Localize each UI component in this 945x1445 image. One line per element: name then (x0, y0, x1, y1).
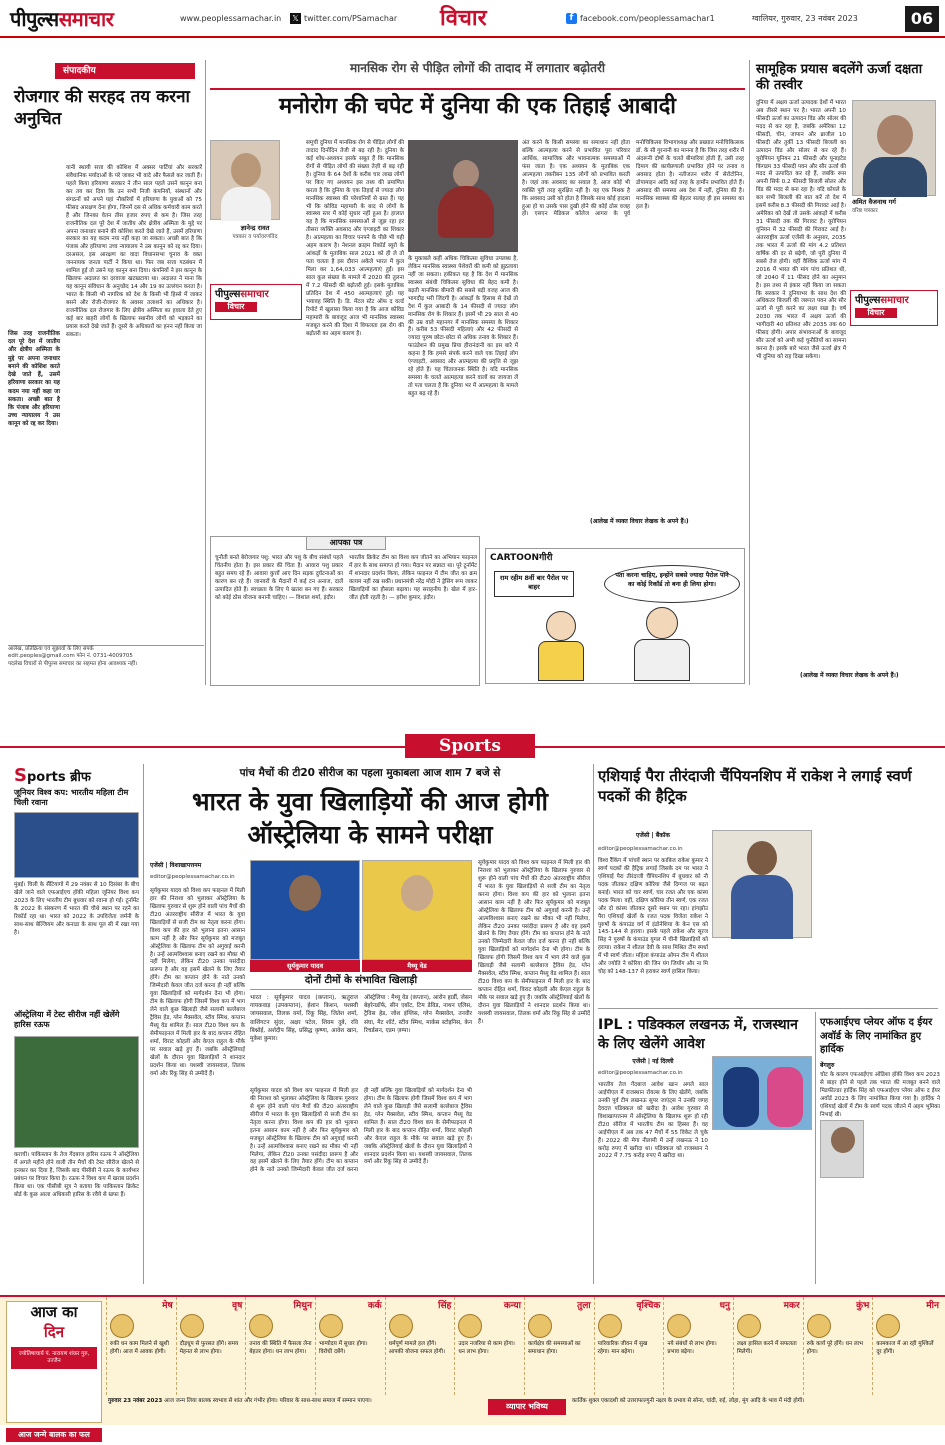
business-forecast-label: व्यापार भविष्य (488, 1399, 566, 1415)
rashi-name: कर्क (367, 1301, 382, 1311)
ipl-email[interactable]: editor@peoplessamachar.co.in (598, 1070, 683, 1076)
right-author-photo (852, 100, 936, 196)
archery-body: विश्व रैंकिंग में पांचवें स्थान पर काबिज राकेश कुमार ने स्वर्ण पदकों की हैट्रिक लगाई जिसके दम पर भारत ने एशियाई पैरा तीरंदाजी चैंपियनशिप में बुधवार को नौ पदक जीतकर दक्षिण कोरिया जैसे दिग्गज पर बढ़त बनाई। भारत को चार स्वर्ण, चार रजत और एक कांस्य पदक मिला। वहीं, दक्षिण कोरिया तीन स्वर्ण, एक रजत और दो कांस्य जीतकर दूसरे स्थान पर रहा। हांगझोउ पैरा एशियाई खेलों के रजत पदक विजेता राकेश ने पुरुषों के कंपाउंड वर्ग में इंडोनेशिया के केन एस को 145-144 से हराया। इसके पहले राकेश और सूरज सिंह ने पुरुषों के कंपाउंड युगल में चीनी खिलाड़ियों को हराया। राकेश ने शीतल देवी के साथ मिश्रित टीम स्पर्धा में भी स्वर्ण जीता। महिला कंपाउंड ओपन टीम में शीतल और ज्योति ने कोरिया की जिन यंग जियोंग और ना मि चोइ को 148-137 से हराकर स्वर्ण हासिल किया। (598, 858, 708, 976)
right-brand-label: विचार (855, 308, 897, 319)
rashi-text: भाग्योदय में सुधार होगा। विरोधी दबेंगे। (319, 1341, 368, 1355)
archery-byline: एजेंसी | बैंकॉक (636, 832, 670, 839)
horoscope-date: गुरुवार 23 नवंबर 2023 (108, 1398, 163, 1404)
right-author-face (877, 115, 913, 155)
author-face-shape (231, 153, 261, 187)
footer-line: आलेख, प्रतिक्रिया एवं सुझावों के लिए संपर्क (8, 646, 94, 652)
zodiac-icon (180, 1314, 204, 1338)
right-article-body-top: दुनिया में अक्षय ऊर्जा उत्पादक देशों में भारत अब तीसरे स्थान पर है। भारत अपनी 10 फीसदी ऊर्जा का उत्पादन विंड और सोलर की मदद से कर रहा है, जबकि अमेरिका 12 फीसदी, चीन, जापान और ब्राजील 10 फीसदी और तुर्की 13 फीसदी बिजली का उत्पादन विंड और सोलर से कर रहे हैं। यूरोपियन यूनियन 21 फीसदी और यूनाइटेड किंगडम 33 फीसदी पवन और सौर ऊर्जा की मदद से उत्पादित कर रहे हैं, जबकि रूस अपनी सिर्फ 0.2 फीसदी बिजली सोलर और विंड की मदद से बना रहा है। यदि कोयले के बल सभी बिजली की बात करें तो देश में इसमें करीब 8.3 फीसदी की गिरावट आई है। अमेरिका को देखें तो उसके आंकड़ों में करीब 31 फीसदी तक की गिरावट है। यूरोपियन यूनियन में 32 फीसदी की गिरावट आई है। अंतरराष्ट्रीय ऊर्जा एजेंसी के अनुसार, 2035 तक भारत में ऊर्जा की मांग 4.2 प्रतिशत वार्षिक की दर से बढ़ेगी, जो पूरी दुनिया में सबसे तेज होगी। वहीं वैश्विक ऊर्जा मांग में 2016 में भारत की मांग पांच प्रतिशत थी, जो 2040 में 11 फीसद होने का अनुमान है। इस तथ्य से इंकार नहीं किया जा सकता कि सरकार ने दुनियाभर के साथ देश की अधिकतर बिजली की जरूरत पवन और सौर ऊर्जा से पूरी करने का लक्ष्य रखा है। वर्ष 2030 तक भारत में अक्षय ऊर्जा की भागीदारी 40 प्रतिशत और 2035 तक 60 फीसद होगी। अपार संभावनाओं के बावजूद सौर ऊर्जा को अभी कई चुनौतियों का सामना करना है। इसके बारे भारत जैसे ऊर्जा क्षेत्र में भी दुनिया को राह दिखा सकेगा। (756, 100, 846, 360)
author-name: ज्ञानेन्द्र रावत (240, 224, 270, 232)
photo-wade-head (401, 875, 433, 911)
photo-wade (362, 860, 472, 960)
rashi-cell (803, 1297, 873, 1395)
rashi-text: दौड़धूप से फुरसत होंगे। समय मेहनत से लाभ होगा। (179, 1341, 239, 1355)
sports-main-body-col3: सूर्यकुमार यादव को विश्व कप फाइनल में मिली हार की निराशा को भुलाकर ऑस्ट्रेलिया के खिलाफ गुरुवार से शुरू होने वाली पांच मैचों की टी20 अंतरराष्ट्रीय सीरीज में भारत के युवा खिलाड़ियों से सजी टीम का नेतृत्व करना होगा। विश्व कप की हार को भुलाना इतना आसान काम नहीं है और फिर सूर्यकुमार को मजबूत ऑस्ट्रेलिया के खिलाफ टीम को अगुवाई करनी है। उन्हें आत्मविश्वास बनाए रखने का मौका भी नहीं मिलेगा, लेकिन टी20 उनका पसंदीदा प्रारूप है और वह इसमें खेलने के लिए तैयार होंगे। टीम का कप्तान होने के नाते उनको जिम्मेदारी केवल जीत दर्ज करना ही नहीं बल्कि युवा खिलाड़ियों को मार्गदर्शन देना भी होगा। टीम के खिलाफ होगी जिसमें विश्व कप में भाग लेने वाले कुछ खिलाड़ी जैसे सलामी बल्लेबाज ट्रैविस हेड, ग्लेन मैक्सवेल, स्टीव स्मिथ, कप्तान मैथ्यू वेड शामिल हैं। साल टी20 विश्व कप के सेमीफाइनल में मिली हार के बाद कप्तान रोहित शर्मा, विराट कोहली और केएल राहुल के मौके पर सवाल खड़े हुए हैं। जबकि ऑस्ट्रेलियाई खेलों के दौरान युवा खिलाड़ियों ने शानदार प्रदर्शन किया था। यशस्वी जायसवाल, तिलक वर्मा और रिंकू सिंह से उम्मीदें हैं। (478, 860, 591, 1025)
bottom-bar (0, 1425, 945, 1445)
brief-item2-photo (14, 1036, 139, 1148)
editorial-label: संपादकीय (55, 63, 195, 79)
zodiac-icon (807, 1314, 831, 1338)
column-divider (593, 764, 594, 1284)
brief-item1-photo (14, 812, 139, 878)
twitter-link[interactable]: twitter.com/PSamachar (304, 14, 398, 23)
cartoon-figure-2-body (634, 639, 690, 681)
newspaper-logo[interactable] (10, 6, 113, 33)
zodiac-icon (737, 1314, 761, 1338)
lead-column-1: समूची दुनिया में मानसिक रोग से पीड़ित लोगों की तादाद दिनोंदिन तेजी से बढ़ रही है। दुनिया के कई शोध-अध्ययन इसके सबूत हैं कि मानसिक रोगों से पीड़ित लोगों की संख्या तेज़ी से बढ़ रही है। दुनिया के 64 देशों के करीब चार लाख लोगों पर किए गए अध्ययन इस तथ्य की प्रमाणित करता है कि दुनिया के एक तिहाई से ज्यादा लोग मानसिक स्वास्थ्य की परेशानियों से ग्रस्त हैं। यह भी कि कोविड महामारी के बाद से लोगों के स्वास्थ्य स्तर में कोई सुधार नहीं हुआ है। हालात यह है कि मानसिक समस्याओं से जूझ रहा हर तीसरा व्यक्ति अवसाद और एंग्जाइटी का शिकार है। आत्महत्या का विचार पनपने के पीछे भी यही अहम कारण है। नेशनल क्राइम रिकॉर्ड ब्यूरो के आंकड़ों के मुताबिक साल 2021 को ही ले तो पता चलता है इस दौरान अकेले भारत में कुल मिला कर 1,64,033 आत्महत्याएं हुईं। इस साल कुल संख्या के मामले में 2020 की तुलना में 7.2 फीसदी की बढ़ोतरी हुई। इसके मुताबिक प्रतिदिन देश में 450 आत्महत्याएं हुईं। यह भयावह स्थिति है। डि. मेंटल स्टेट ऑफ द वर्ल्ड रिपोर्ट में खुलासा किया गया है कि आज कोविड महामारी के बावजूद आज भी मानसिक स्वास्थ्य मजबूत करने की दिशा में विफलता इस रोग की बढ़ोतरी का अहम कारण है। (306, 140, 404, 337)
cartoon-figure-1-body (538, 641, 584, 681)
sports-main-kicker: पांच मैचों की टी20 सीरीज का पहला मुकाबला आज शाम 7 बजे से (239, 767, 501, 779)
letter-2: भारतीय क्रिकेट टीम का विश्व कप जीतने का अभियान फाइनल में हार के साथ समाप्त हो गया। मैदान पर सन्नाटा था। पूरे टूर्नामेंट में शानदार प्रदर्शन किया, लेकिन फाइनल में टीम जीत का क्रम कायम नहीं रख सकी। प्रधानमंत्री नरेंद्र मोदी ने ड्रेसिंग रूम जाकर खिलाड़ियों का हौसला बढ़ाया। यह सराहनीय है। खेल में हार-जीत होती रहती है। — हरीश कुमार, इंदौर। (349, 555, 477, 601)
archery-photo-head (747, 841, 777, 875)
rashi-name: वृष (232, 1301, 243, 1311)
rashi-cell (594, 1297, 664, 1395)
facebook-icon: f (566, 13, 577, 24)
column-divider (749, 60, 750, 685)
photo-suryakumar-head (289, 875, 321, 911)
caption-suryakumar: सूर्यकुमार यादव (250, 960, 360, 972)
footer-email[interactable]: edit.peoples@gmail.com फोन नं. 0731-4009705 (8, 653, 133, 660)
sports-main-headline: भारत के युवा खिलाड़ियों की आज होगी ऑस्ट्रेलिया के सामने परीक्षा (191, 787, 549, 849)
editorial-body: यानी स्थायी सत्ता की कोशिश में अक्सर पार्टियां और सरकारें संवैधानिक मर्यादाओं के परे जाकर भी वादे और फैसले कर जाती हैं। पहले किया हरियाणा सरकार ने तीन साल पहले उसने कानून बना कर तय कर दिया कि उन सभी निजी कंपनियों, संस्थानों और संगठनों को अपने यहां नौकरियों में हरियाणा के युवाओं को 75 फीसद आरक्षण देना होगा, जिनमें दस से अधिक कर्मचारी काम करते हैं और जिनका वेतन तीस हजार रुपए से कम है। जिस तरह राजनीतिक दल पूरे देश में जातीय और क्षेत्रीय अस्मिता के मुद्दे पर अपना जनाधार बनाने की कोशिश करते देखे जाते हैं, उसमें हरियाणा सरकार का यह कदम नया नहीं कहा जा सकता। अच्छी बात है कि पंजाब और हरियाणा उच्च न्यायालय ने उस कानून को रद्द कर दिया। दरअसल, इस आरक्षण का वादा विधानसभा चुनाव के वक्त जननायक जनता पार्टी ने किया था। फिर जब सत्ता गठबंधन में शामिल हुई तो उसने यह कानून बना दिया। कंपनियों ने इस कानून के खिलाफ अदालत का दरवाजा खटखटाया था। अदालत ने माना कि यह कानून संविधान के अनुच्छेद 14 और 19 का उल्लंघन करता है। भारत के किसी भी नागरिक को देश के किसी भी हिस्से में जाकर बसने और रोजी-रोजगार के अवसर तलाशने का अधिकार है। राजनीतिक दल रोजगार के लिए क्षेत्रीय अस्मिता का हवाला देते हुए कई बार बाहरी लोगों के खिलाफ स्थानीय लोगों को भड़काने का प्रयास करते देखे जाते हैं। दूसरे के अधिकारों का हनन नहीं किया जा सकता। (66, 165, 202, 338)
rashi-text: तनाव की स्थिति में फैसला लेना बेहतर होगा। धन लाभ होगा। (249, 1341, 312, 1355)
letter-1: चुनौती बनते बेरोजगार पशु: भारत और पशु के बीच संबंधों पहले चिंतनीय होता है। इस प्रकार की चिंता है। आवारा पशु प्रकार बहुत समय रहे हैं। आवारा कुत्तों आए दिन सड़क दुर्घटनाओं का कारण बन रहे हैं। जानवरों के मैदानों में कई टन अनाज, दालें उत्पादित होते हैं। स्वच्छता के लिए ये खतरा बन गए हैं। सरकार को कोई ठोस योजना बनानी चाहिए। — विशाल शर्मा, इंदौर। (215, 555, 343, 601)
letters-title: आपका पत्र (306, 536, 386, 550)
column-divider (205, 60, 206, 685)
photo-suryakumar (250, 860, 360, 960)
fih-byline: बेंगलुरु (820, 1062, 835, 1069)
rashi-text: रुके कार्य पूरे होंगे। धन लाभ होगा। (806, 1341, 864, 1355)
players-title: दोनों टीमों के संभावित खिलाड़ी (250, 974, 472, 990)
editorial-side-quote: जिस तरह राजनीतिक दल पूरे देश में जातीय और क्षेत्रीय अस्मिता के मुद्दे पर अपना जनाधार बनाने की कोशिश करते देखे जाते हैं, उसमें हरियाणा सरकार का यह कदम नया नहीं कहा जा सकता। अच्छी बात है कि पंजाब और हरियाणा उच्च न्यायालय ने उस कानून को रद्द कर दिया। (8, 331, 60, 428)
right-brand-logo: पीपुल्ससमाचार (855, 295, 909, 306)
rashi-name: धनु (719, 1301, 730, 1311)
rashi-cell (245, 1297, 315, 1395)
rashi-text: कार्यक्षेत्र की समस्याओं का समाधान होगा। (528, 1341, 581, 1355)
rashi-text: रुकी धन काम मिलने से खुशी होगी। आज में आवक होगी। (110, 1341, 169, 1355)
author-role: पत्रकार व पर्यावरणविद (232, 234, 278, 240)
editorial-footer (8, 645, 204, 685)
sports-main-body-cont: सूर्यकुमार यादव को विश्व कप फाइनल में मिली हार की निराशा को भुलाकर ऑस्ट्रेलिया के खिलाफ गुरुवार से शुरू होने वाली पांच मैचों की टी20 अंतरराष्ट्रीय सीरीज में भारत के युवा खिलाड़ियों से सजी टीम का नेतृत्व करना होगा। विश्व कप की हार को भुलाना इतना आसान काम नहीं है और फिर सूर्यकुमार को मजबूत ऑस्ट्रेलिया के खिलाफ टीम को अगुवाई करनी है। उन्हें आत्मविश्वास बनाए रखने का मौका भी नहीं मिलेगा, लेकिन टी20 उनका पसंदीदा प्रारूप है और वह इसमें खेलने के लिए तैयार होंगे। टीम का कप्तान होने के नाते उनको जिम्मेदारी केवल जीत दर्ज करना ही नहीं बल्कि युवा खिलाड़ियों को मार्गदर्शन देना भी होगा। टीम के खिलाफ होगी जिसमें विश्व कप में भाग लेने वाले कुछ खिलाड़ी जैसे सलामी बल्लेबाज ट्रैविस हेड, ग्लेन मैक्सवेल, स्टीव स्मिथ, कप्तान मैथ्यू वेड शामिल हैं। साल टी20 विश्व कप के सेमीफाइनल में मिली हार के बाद कप्तान रोहित शर्मा, विराट कोहली और केएल राहुल के मौके पर सवाल खड़े हुए हैं। जबकि ऑस्ट्रेलियाई खेलों के दौरान युवा खिलाड़ियों ने शानदार प्रदर्शन किया था। यशस्वी जायसवाल, तिलक वर्मा और रिंकू सिंह से उम्मीदें हैं। (250, 1088, 472, 1174)
masthead (0, 0, 945, 38)
zodiac-icon (528, 1314, 552, 1338)
rashi-text: कामकाज में आ रही मुश्किलें दूर होंगी। (876, 1341, 934, 1355)
rashi-cell (106, 1297, 176, 1395)
aaj-ka-din-box (6, 1301, 102, 1423)
right-article-closing: (आलेख में व्यक्त विचार लेखक के अपने हैं।) (800, 672, 899, 679)
sports-brief-main: ports ब्रीफ (26, 770, 91, 785)
fih-body: चोट के कारण एफआईएच ओडिशा हॉकी विश्व कप 2023 से बाहर होने से पहले तक भारत की मजबूत बनने वाले मिडफील्डर हार्दिक सिंह को एफआईएच प्लेयर ऑफ द ईयर अवॉर्ड 2023 के लिए नामांकित किया गया है। हार्दिक ने एशियाई खेलों में टीम के स्वर्ण पदक जीतने में अहम भूमिका निभाई थी। (820, 1072, 940, 1118)
cartoon-figure-2-head (646, 607, 678, 639)
rashi-cell (663, 1297, 733, 1395)
baby-fortune-label: आज जन्मे बालक का फल (6, 1428, 102, 1442)
letters-box (210, 536, 480, 686)
aaj-title: आज का (30, 1303, 78, 1321)
astrologer-credit: ज्योतिषाचार्य पं. नारायण शंकर गुरु, उज्जैन (11, 1347, 97, 1370)
lead-closing: (आलेख में व्यक्त विचार लेखक के अपने हैं।) (590, 518, 689, 525)
lead-column-2: के मुकाबले कहीं अधिक चिकित्सा सुविधा उपलब्ध है, लेकिन मानसिक स्वास्थ्य पेशेवरों की कमी को झुठलाया नहीं जा सकता। हकीकत यह है कि देश में मानसिक स्वास्थ्य संबंधी चिकित्सा सुविधा की बेहद कमी है। बढ़ती मानसिक बीमारी की सबसे बड़ी वजह आज की भागदौड़ भरी जिंदगी है। आंकड़ों के हिसाब से देखें तो देश में कुल आबादी के 14 फीसदी से ज्यादा लोग मानसिक रोग के शिकार हैं। इसमें भी 29 साल से 40 की उम्र वाले महानगर में मानसिक समस्या के शिकार हैं। करीब 53 फीसदी महिलाएं और 42 फीसदी से ज्यादा पुरुष छोटा-छोटा से अधिक तनाव के शिकार हैं। फाउंडेशन की प्रमुख प्रिया हीरानंदानी का इस बारे में कहना है कि हमसे संपर्क करने वाले एक तिहाई लोग एंग्जाइटी, अवसाद और आत्महत्या की प्रवृत्ति से जूझ रहे होते हैं। यह चिंताजनक स्थिति है। यदि मानसिक समस्या के चलते आत्महत्या करने वालों का जायजा लें तो पता चलता है कि दुनिया भर में आत्महत्या के मामले बहुत बढ़ रहे हैं। (408, 256, 518, 397)
rashi-cell (315, 1297, 385, 1395)
sports-main-email[interactable]: editor@peoplessamachar.co.in (150, 874, 235, 880)
footer-disclaimer: पदलेख विचारों से पीपुल्स समाचार का सहमत होना आवश्यक नहीं। (8, 660, 138, 667)
rashi-name: मेष (162, 1301, 173, 1311)
sports-brief-accent: S (14, 765, 27, 786)
row-divider (598, 1008, 938, 1009)
rashi-name: मकर (783, 1301, 800, 1311)
lead-photo (408, 140, 518, 252)
rashi-grid (106, 1297, 942, 1395)
date-and-baby-fortune (106, 1396, 486, 1426)
cartoon-speech-bubble: पता करना चाहिए, इन्होंने सबसे ज्यादा पैरोल पाने का कोई रिकॉर्ड तो बना ही लिया होगा। (604, 565, 740, 603)
column-divider (815, 1012, 816, 1284)
rashi-name: सिंह (438, 1301, 452, 1311)
india-squad: भारत : सूर्यकुमार यादव (कप्तान), ऋतुराज गायकवाड़ (उपकप्तान), ईशान किशन, यशस्वी जायसवाल, तिलक वर्मा, रिंकू सिंह, जितेश शर्मा, वाशिंगटन सुंदर, अक्षर पटेल, शिवम दुबे, रवि बिश्नोई, अर्शदीप सिंह, प्रसिद्ध कृष्णा, आवेश खान, मुकेश कुमार। (250, 995, 358, 1043)
zodiac-icon (249, 1314, 273, 1338)
author-body-shape (221, 187, 271, 221)
archery-headline: एशियाई पैरा तीरंदाजी चैंपियनशिप में राकेश ने लगाई स्वर्ण पदकों की हैट्रिक (598, 767, 912, 806)
lead-photo-figure-head (453, 160, 479, 188)
rashi-name: मिथुन (293, 1301, 312, 1311)
right-article-body-bottom (756, 330, 938, 670)
sports-main-byline: एजेंसी | विशाखापत्तनम (150, 862, 202, 869)
archery-body-col3 (816, 830, 938, 1002)
rashi-cell (733, 1297, 803, 1395)
archery-email[interactable]: editor@peoplessamachar.co.in (598, 846, 683, 852)
brand-label: विचार (215, 302, 257, 313)
lead-kicker-bar (210, 58, 745, 90)
archery-photo-body (731, 875, 793, 939)
rashi-cell (454, 1297, 524, 1395)
facebook-link[interactable]: facebook.com/peoplessamachar1 (580, 14, 715, 23)
cartoon-title: CARTOONगीरी (490, 553, 553, 563)
ipl-photo-player2 (767, 1067, 803, 1127)
cartoon-box (485, 548, 745, 684)
ipl-headline: IPL : पडिक्कल लखनऊ में, राजस्थान के लिए खेलेंगे आवेश (598, 1017, 798, 1052)
rashi-text: लक्ष्य हासिल करने में सफलता मिलेगी। (737, 1341, 797, 1355)
archery-photo (712, 830, 812, 938)
sports-main-body: सूर्यकुमार यादव को विश्व कप फाइनल में मिली हार की निराशा को भुलाकर ऑस्ट्रेलिया के खिलाफ गुरुवार से शुरू होने वाली पांच मैचों की टी20 अंतरराष्ट्रीय सीरीज में भारत के युवा खिलाड़ियों से सजी टीम का नेतृत्व करना होगा। विश्व कप की हार को भुलाना इतना आसान काम नहीं है और फिर सूर्यकुमार को मजबूत ऑस्ट्रेलिया के खिलाफ टीम को अगुवाई करनी है। उन्हें आत्मविश्वास बनाए रखने का मौका भी नहीं मिलेगा, लेकिन टी20 उनका पसंदीदा प्रारूप है और वह इसमें खेलने के लिए तैयार होंगे। टीम का कप्तान होने के नाते उनको जिम्मेदारी केवल जीत दर्ज करना ही नहीं बल्कि युवा खिलाड़ियों को मार्गदर्शन देना भी होगा। टीम के खिलाफ होगी जिसमें विश्व कप में भाग लेने वाले कुछ खिलाड़ी जैसे सलामी बल्लेबाज ट्रैविस हेड, ग्लेन मैक्सवेल, स्टीव स्मिथ, कप्तान मैथ्यू वेड शामिल हैं। साल टी20 विश्व कप के सेमीफाइनल में मिली हार के बाद कप्तान रोहित शर्मा, विराट कोहली और केएल राहुल के मौके पर सवाल खड़े हुए हैं। जबकि ऑस्ट्रेलियाई खेलों के दौरान युवा खिलाड़ियों ने शानदार प्रदर्शन किया था। यशस्वी जायसवाल, तिलक वर्मा और रिंकू सिंह से उम्मीदें हैं। (150, 888, 245, 1077)
website-link[interactable]: www.peoplessamachar.in (180, 14, 282, 23)
caption-wade: मैथ्यू वेड (362, 960, 472, 972)
aus-squad: ऑस्ट्रेलिया : मैथ्यू वेड (कप्तान), आरोन हार्डी, जेसन बेहरेनडॉर्फ, सीन एबॉट, टिम डेविड, नाथन एलिस, ट्रैविस हेड, जोश इंग्लिस, ग्लेन मैक्सवेल, तनवीर संघा, मैट शॉर्ट, स्टीव स्मिथ, मार्कस स्टोइनिस, केन रिचर्डसन, एडम ज़म्पा। (364, 995, 472, 1034)
sports-banner: Sports (405, 734, 535, 758)
aaj-subtitle: दिन (43, 1323, 65, 1342)
ipl-body: भारतीय तेज गेंदबाज आवेश खान अगले साल आईपीएल में राजस्थान रॉयल्स के लिए खेलेंगे, जबकि उनकी पूर्व टीम लखनऊ सुपर जाएंट्स ने उनकी जगह देवदत्त पडिक्कल को खरीदा है। आवेश गुरुवार से विशाखापत्तनम में ऑस्ट्रेलिया के खिलाफ शुरू हो रही टी20 सीरीज में भारतीय टीम का हिस्सा हैं। वह आईपीएल में अब तक 47 मैचों में 55 विकेट ले चुके हैं। 2022 की मेगा नीलामी में उन्हें लखनऊ ने 10 करोड़ रुपए में खरीदा था। पडिक्कल को राजस्थान ने 2022 में 7.75 करोड़ रुपए में खरीदा था। (598, 1082, 708, 1160)
fih-headline: एफआईएच प्लेयर ऑफ द ईयर अवॉर्ड के लिए नामांकित हुए हार्दिक (820, 1017, 933, 1055)
column-divider (143, 764, 144, 1284)
rashi-name: वृश्चिक (636, 1301, 661, 1311)
zodiac-icon (458, 1314, 482, 1338)
zodiac-icon (389, 1314, 413, 1338)
rashi-cell (176, 1297, 246, 1395)
zodiac-icon (319, 1314, 343, 1338)
logo-accent-text: समाचार (58, 7, 114, 31)
brief-item2-title: ऑस्ट्रेलिया में टेस्ट सीरीज नहीं खेलेंगे हारिस रऊफ (14, 1010, 120, 1030)
rashi-name: मीन (926, 1301, 939, 1311)
lead-kicker: मानसिक रोग से पीड़ित लोगों की तादाद में लगातार बढ़ोतरी (350, 61, 605, 75)
rashi-name: कन्या (503, 1301, 521, 1311)
author-photo (210, 140, 280, 220)
cartoon-sign: राम रहीम 8वीं बार पैरोल पर बाहर (494, 571, 574, 597)
cartoon-figure-1-head (546, 611, 576, 641)
business-forecast-text: कार्तिक शुक्ल एकादशी को उत्तराफाल्गुनी नक्षत्र के प्रभाव से सोना, चांदी, रुई, लोहा, मूंग आदि के भाव में मंदी होगी। (572, 1398, 805, 1404)
brief-item2-body: कराची। पाकिस्तान के तेज गेंदबाज हारिस रऊफ ने ऑस्ट्रेलिया में अगले महीने होने वाली तीन मैचों की टेस्ट सीरीज खेलने से इनकार कर दिया है, जिसके बाद पीसीबी ने रऊफ के कार्यभार प्रबंधन पर विचार किया है। रऊफ ने विश्व कप में खराब प्रदर्शन किया था। एक पीसीबी सूत्र ने बताया कि पाकिस्तान क्रिकेट बोर्ड के कुछ आला अधिकारी हारिस के रवैये से खफा हैं। (14, 1152, 139, 1198)
rashi-text: नये संबंधों से लाभ होगा। प्रभाव बढ़ेगा। (667, 1341, 717, 1355)
zodiac-icon (667, 1314, 691, 1338)
right-article-headline: सामूहिक प्रयास बदलेंगे ऊर्जा दक्षता की तस्वीर (756, 62, 923, 94)
rashi-name: कुंभ (856, 1301, 870, 1311)
brand-stamp (210, 284, 302, 320)
page-number: 06 (905, 6, 939, 32)
right-author-name: अमित वैजनाथ गर्ग (852, 198, 896, 206)
lead-column-1b (210, 326, 302, 530)
right-author-role: वरिष्ठ पत्रकार (852, 208, 878, 214)
brief-item1-title: जूनियर विश्व कप: भारतीय महिला टीम चिली रवाना (14, 788, 129, 808)
ipl-photo (712, 1056, 812, 1130)
lead-column-3: अंत करने के किसी समस्या का समाधान नहीं होता बल्कि आत्महत्या करने से प्रभावित पूरा परिवार आर्थिक, सामाजिक और भावनात्मक समस्याओं में फंस जाता है। एक अध्ययन के मुताबिक एक आत्महत्या तकरीबन 135 लोगों को प्रभावित करती है। जहां तक अवसाद का सवाल है, आज कोई भी व्यक्ति पूरी तरह सुरक्षित नहीं है। यह एक मिथक है कि अवसाद उसी को होता है जिसके साथ कोई हादसा हुआ हो या उसके पास दुखी होने की कोई ठोस वजह हो। एसएन मेडिकल कॉलेज आगरा के पूर्व मनोचिकित्सा विभागाध्यक्ष और प्रख्यात मनोचिकित्सक डॉ. के सी गुरनानी का मानना है कि जिस तरह शरीर में अंदरूनी दोषों के चलते बीमारियां होती हैं, उसी तरह दिमाग की कार्यप्रणाली प्रभावित होने पर तनाव व अवसाद होता है। नतीजतन शरीर में सेरोटोनिन, डोपामाइन आदि कई तरह के हार्मोन प्रभावित होते हैं। अवसाद की समस्या अब देश में नहीं, दुनिया की है। मानसिक स्वास्थ्य की बेहतर सलाह ही इस समस्या का हल है। (522, 140, 744, 218)
lead-headline: मनोरोग की चपेट में दुनिया की एक तिहाई आबादी (279, 94, 676, 119)
right-author-body (863, 157, 927, 197)
lead-photo-figure-body (438, 186, 494, 238)
twitter-icon: 𝕏 (290, 13, 301, 24)
rashi-text: उदार नजरिया से काम होगा। धन लाभ होगा। (458, 1341, 515, 1355)
right-brand-stamp (850, 290, 938, 326)
rashi-cell (524, 1297, 594, 1395)
rashi-text: पारिवारिक जीवन में सुख रहेगा। मान बढ़ेगा। (597, 1341, 648, 1355)
rashi-text: धर्मपूर्ण मामले हल होंगे। आपकी योजना सफल होगी। (388, 1341, 446, 1355)
zodiac-icon (876, 1314, 900, 1338)
section-title: विचार (440, 6, 487, 31)
sports-brief-label (14, 764, 139, 788)
horoscope-strip (0, 1295, 945, 1425)
editorial-headline: रोजगार की सरहद तय करना अनुचित (14, 87, 190, 130)
baby-fortune-text: आज जन्म लिया बालक स्वभाव से शांत और गंभीर होगा। परिवार के साथ-साथ समाज में सम्मान पाएगा। (164, 1398, 372, 1404)
dateline: ग्वालियर, गुरुवार, 23 नवंबर 2023 (752, 14, 858, 23)
zodiac-icon (598, 1314, 622, 1338)
rashi-name: तुला (577, 1301, 591, 1311)
ipl-byline: एजेंसी | नई दिल्ली (632, 1058, 674, 1065)
brand-logo: पीपुल्ससमाचार (215, 289, 269, 300)
archery-body-cont (712, 942, 812, 1002)
ipl-body-cont (712, 1134, 812, 1282)
zodiac-icon (110, 1314, 134, 1338)
logo-main-text: पीपुल्स (10, 7, 59, 31)
rashi-cell (385, 1297, 455, 1395)
rashi-cell (872, 1297, 942, 1395)
ipl-photo-player1 (723, 1067, 759, 1127)
brief-item1-body: मुंबई। चिली के सैंटियागो में 29 नवंबर से 10 दिसंबर के बीच खेले जाने वाले एफआईएच हॉकी महिला जूनियर विश्व कप 2023 के लिए भारतीय टीम बुधवार को रवाना हो गई। टूर्नामेंट के 2022 के संस्करण में भारत की चौथे स्थान पर रहने का रिकॉर्ड रहा था। भारत को 2022 के उपविजेता जर्मनी के साथ-साथ बेल्जियम और कनाडा के साथ पूल सी में रखा गया है। (14, 882, 139, 936)
